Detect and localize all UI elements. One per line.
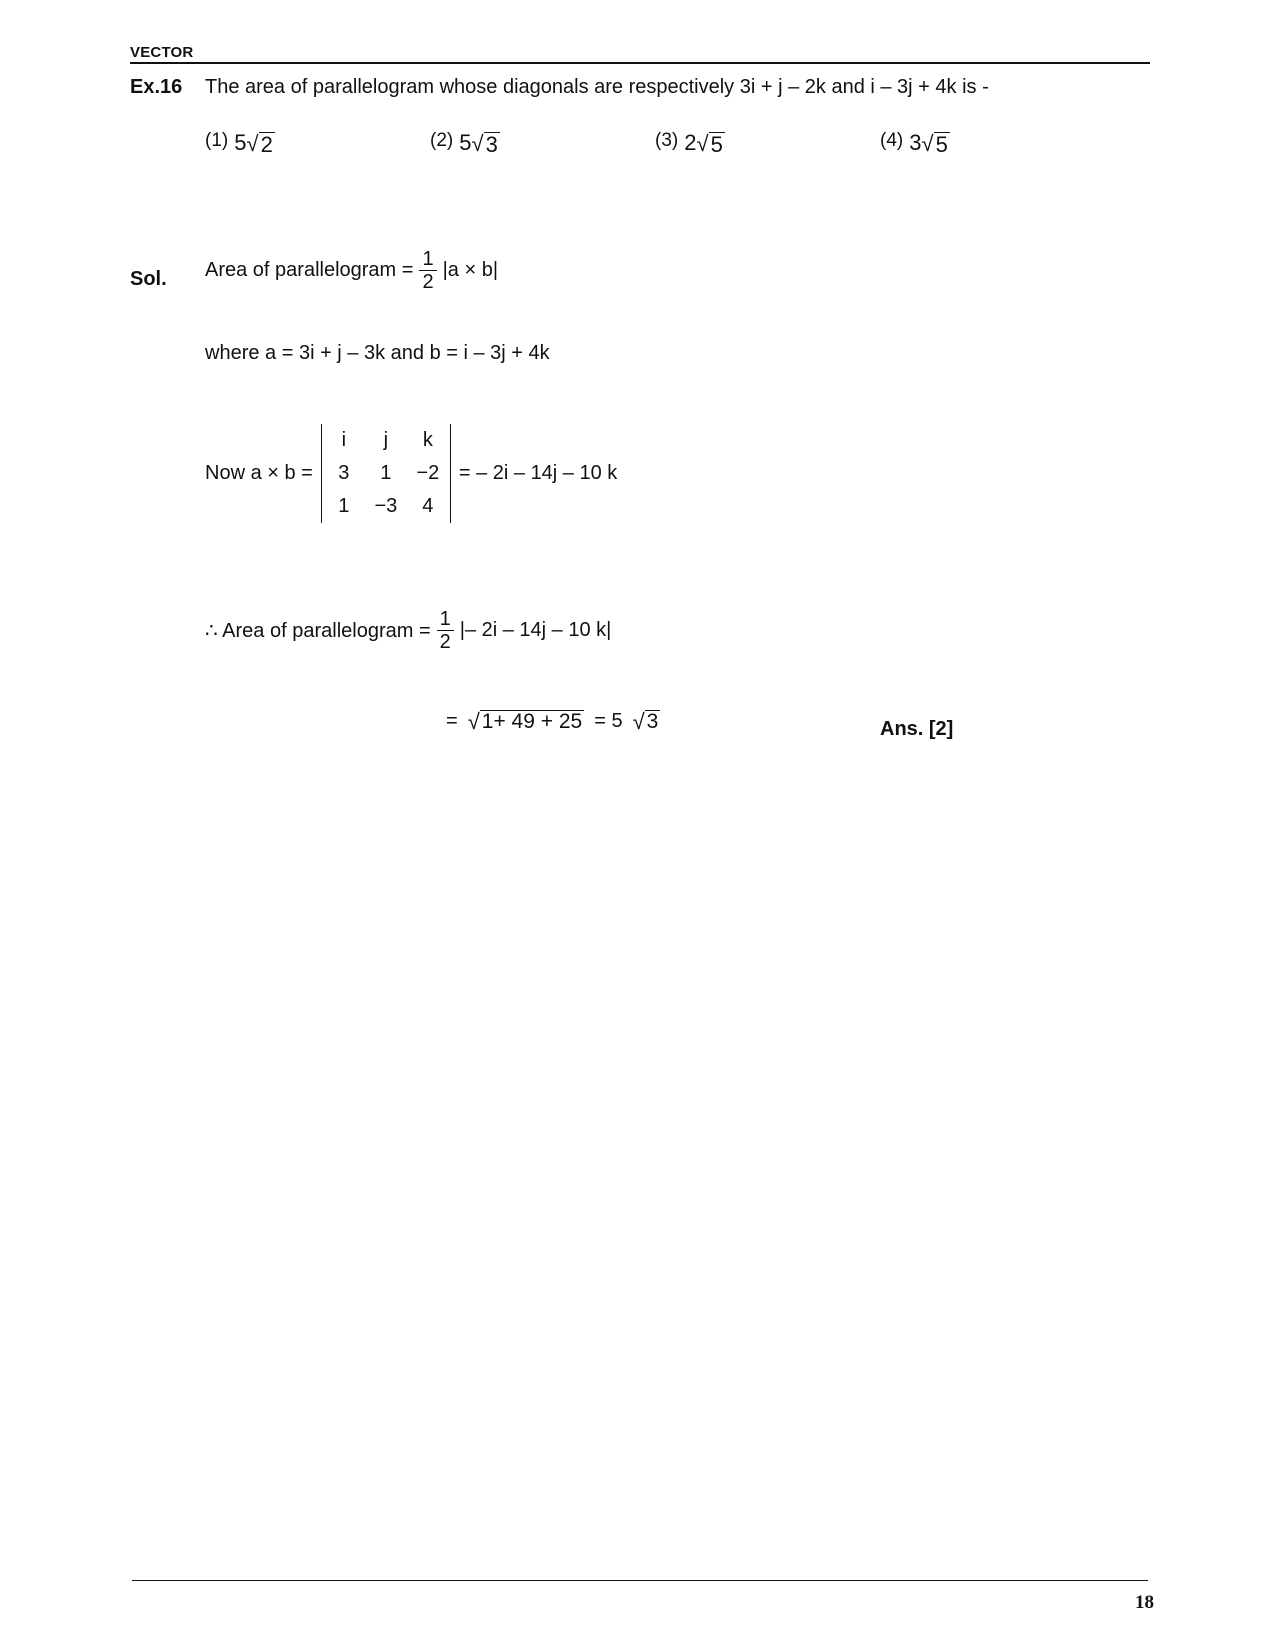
option-coefficient: 2: [684, 130, 697, 155]
half-fraction: [437, 608, 454, 653]
det-cell: 1: [380, 462, 392, 484]
final-radicand: 1+ 49 + 25: [481, 710, 583, 733]
radical-sign: √: [467, 709, 480, 734]
area-calculation: [205, 608, 611, 653]
option-number: (3): [655, 130, 679, 151]
formula-suffix: |a × b|: [442, 259, 499, 281]
option-number: (2): [430, 130, 454, 151]
final-equals: =: [446, 710, 458, 733]
option-1: [205, 130, 275, 156]
question-text: The area of parallelogram whose diagonals are respectively 3i + j – 2k and i – 3j + 4k is -: [205, 76, 989, 98]
footer-rule: [132, 1580, 1148, 1581]
cross-prefix: Now a × b =: [205, 462, 313, 484]
final-root: [468, 710, 585, 733]
det-cell: −2: [416, 462, 440, 484]
option-root: [696, 132, 724, 156]
solution-area-formula: [205, 248, 498, 293]
radical-sign: √: [246, 131, 259, 156]
cross-result: = – 2i – 14j – 10 k: [458, 462, 618, 484]
formula-prefix: Area of parallelogram =: [205, 259, 414, 281]
where-definition: where a = 3i + j – 3k and b = i – 3j + 4k: [205, 342, 550, 364]
option-root: [471, 132, 499, 156]
header-title: VECTOR: [130, 44, 194, 61]
option-root: [921, 132, 949, 156]
radical-sign: √: [921, 131, 934, 156]
option-radicand: 3: [485, 132, 498, 157]
radical-sign: √: [632, 709, 645, 734]
half-fraction: [419, 248, 436, 293]
det-cell: j: [383, 429, 389, 451]
option-4: [880, 130, 950, 156]
question-label: Ex.16: [130, 76, 183, 98]
radical-sign: √: [696, 131, 709, 156]
fraction-denominator: 2: [437, 630, 454, 653]
option-2: [430, 130, 500, 156]
option-radicand: 2: [260, 132, 273, 157]
fraction-denominator: 2: [419, 270, 436, 293]
option-number: (1): [205, 130, 229, 151]
option-3: [655, 130, 725, 156]
area-prefix: ∴ Area of parallelogram =: [205, 620, 431, 642]
option-coefficient: 3: [909, 130, 922, 155]
option-number: (4): [880, 130, 904, 151]
determinant-matrix: [321, 424, 451, 523]
det-cell: k: [422, 429, 433, 451]
final-result-root: [633, 710, 661, 733]
option-coefficient: 5: [234, 130, 247, 155]
solution-label: Sol.: [130, 268, 167, 290]
det-cell: 3: [338, 462, 350, 484]
det-cell: i: [341, 429, 347, 451]
fraction-numerator: 1: [422, 248, 434, 270]
option-coefficient: 5: [459, 130, 472, 155]
fraction-numerator: 1: [439, 608, 451, 630]
option-radicand: 5: [935, 132, 948, 157]
header-rule: [130, 62, 1150, 64]
answer-label: Ans. [2]: [880, 718, 954, 740]
det-cell: 4: [422, 495, 434, 517]
option-radicand: 5: [710, 132, 723, 157]
page-number: 18: [1135, 1592, 1154, 1613]
cross-product-line: [205, 424, 617, 523]
final-computation: [446, 710, 660, 733]
radical-sign: √: [471, 131, 484, 156]
final-mid: = 5: [594, 710, 623, 733]
det-cell: 1: [338, 495, 350, 517]
final-result-radicand: 3: [646, 710, 659, 733]
area-suffix: |– 2i – 14j – 10 k|: [459, 619, 612, 641]
option-root: [246, 132, 274, 156]
det-cell: −3: [374, 495, 398, 517]
